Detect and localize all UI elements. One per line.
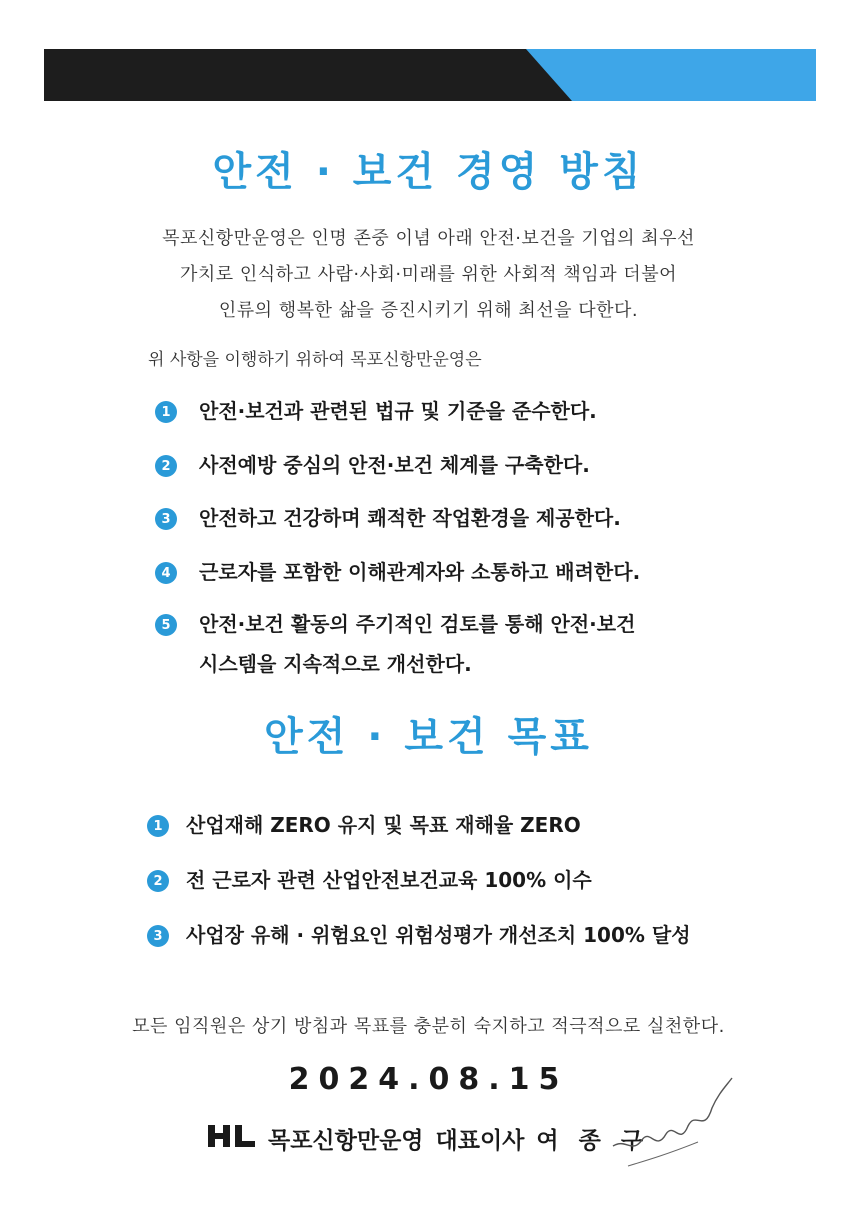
policy-text: 사전예방 중심의 안전·보건 체계를 구축한다.	[199, 453, 590, 477]
number-badge: 3	[147, 925, 169, 947]
number-badge: 2	[147, 870, 169, 892]
goal-text: 전 근로자 관련 산업안전보건교육 100% 이수	[186, 868, 592, 892]
number-badge: 1	[155, 401, 177, 423]
policy-item	[155, 612, 635, 684]
ceo-title: 대표이사	[435, 1128, 525, 1154]
number-badge: 4	[155, 562, 177, 584]
policy-text: 근로자를 포함한 이해관계자와 소통하고 배려한다.	[199, 560, 641, 584]
lead-text: 위 사항을 이행하기 위하여 목포신항만운영은	[148, 350, 482, 370]
policy-text-line: 안전·보건 활동의 주기적인 검토를 통해 안전·보건	[199, 612, 636, 636]
goal-text: 산업재해 ZERO 유지 및 목표 재해율 ZERO	[186, 813, 581, 837]
policy-text: 안전·보건과 관련된 법규 및 기준을 준수한다.	[199, 399, 597, 423]
policy-item	[155, 399, 597, 431]
number-badge: 5	[155, 614, 177, 636]
intro-line: 목포신항만운영은 인명 존중 이념 아래 안전·보건을 기업의 최우선	[162, 228, 695, 249]
policy-item	[155, 560, 640, 592]
handwritten-signature	[608, 1068, 738, 1182]
goal-text: 사업장 유해 · 위험요인 위험성평가 개선조치 100% 달성	[186, 923, 691, 947]
number-badge: 3	[155, 508, 177, 530]
intro-line: 인류의 행복한 삶을 증진시키기 위해 최선을 다한다.	[218, 300, 639, 321]
signature-line	[208, 1122, 649, 1155]
number-badge: 1	[147, 815, 169, 837]
policy-text	[199, 604, 635, 684]
policy-item	[155, 506, 621, 538]
intro-line: 가치로 인식하고 사람·사회·미래를 위한 사회적 책임과 더불어	[180, 264, 677, 285]
policy-title: 안전 · 보건 경영 방침	[212, 149, 645, 195]
goal-item	[147, 923, 691, 955]
hl-logo	[208, 1123, 260, 1155]
ceo-name: 여 종 구	[536, 1128, 650, 1154]
policy-text: 안전하고 건강하며 쾌적한 작업환경을 제공한다.	[199, 506, 621, 530]
header-banner	[44, 49, 816, 101]
company-name: 목포신항만운영	[268, 1128, 424, 1154]
goal-item	[147, 868, 592, 900]
policy-text-line: 시스템을 지속적으로 개선한다.	[199, 652, 472, 676]
policy-item	[155, 453, 590, 485]
issue-date: 2024.08.15	[288, 1062, 569, 1097]
number-badge: 2	[155, 455, 177, 477]
goal-item	[147, 813, 581, 845]
goals-title: 안전 · 보건 목표	[264, 714, 593, 760]
closing-statement: 모든 임직원은 상기 방침과 목표를 충분히 숙지하고 적극적으로 실천한다.	[132, 1016, 725, 1037]
